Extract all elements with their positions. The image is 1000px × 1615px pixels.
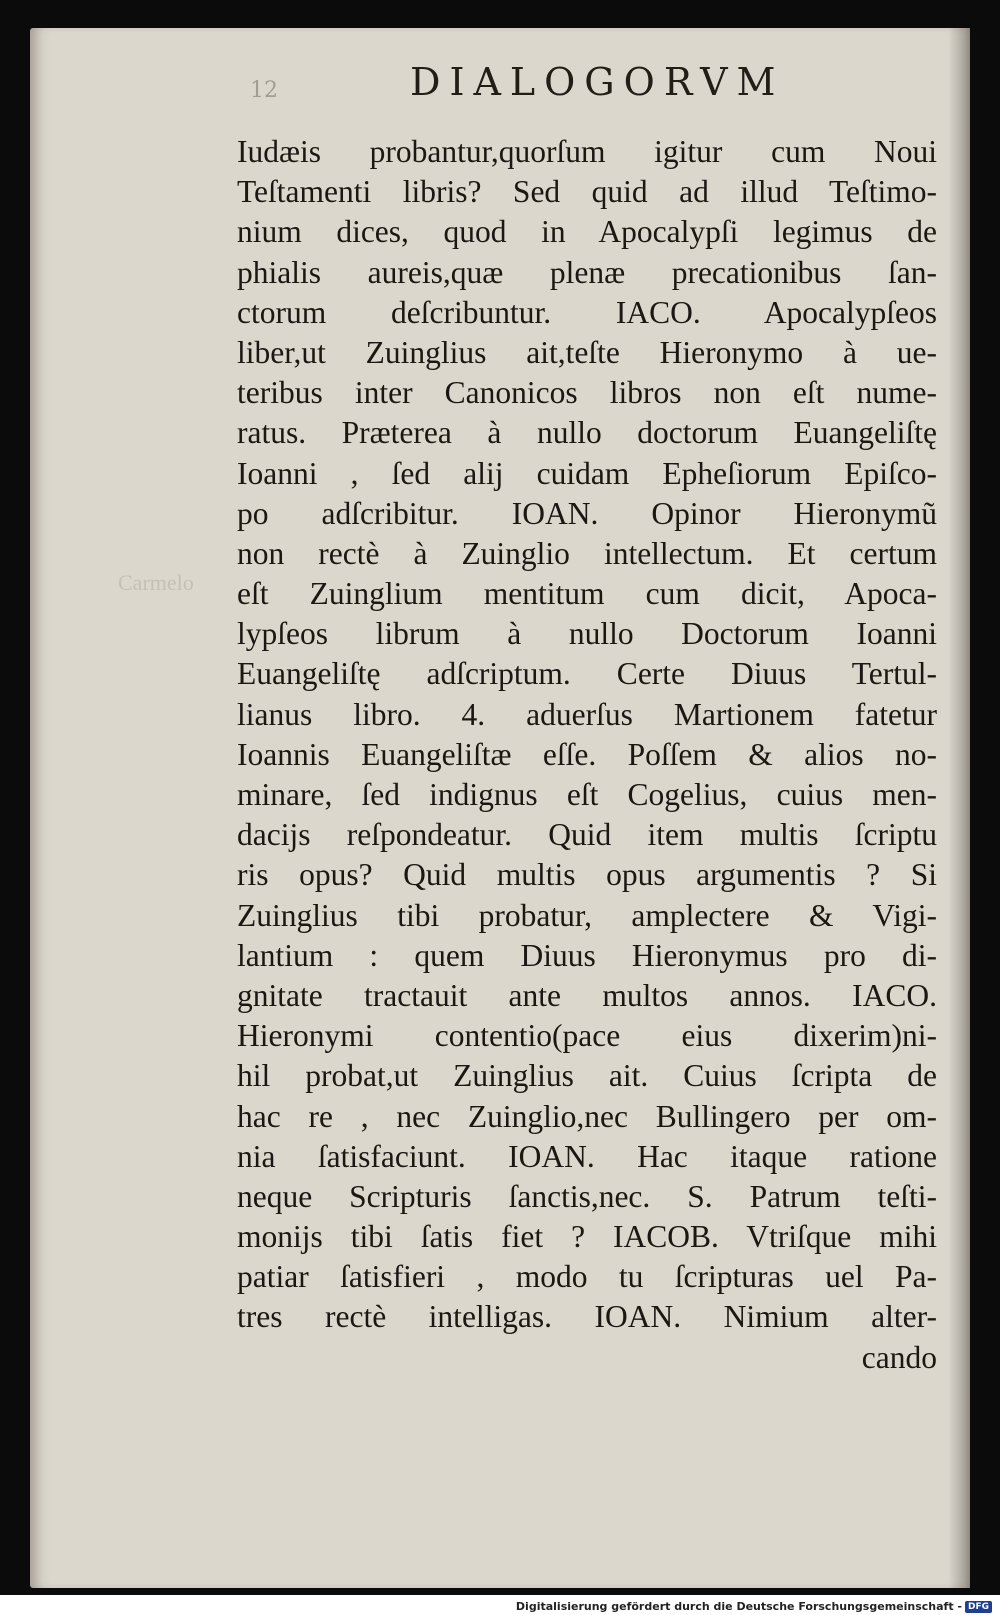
text-line: hil probat,ut Zuinglius ait. Cuius ſcripta de — [237, 1058, 937, 1094]
text-line: Euangeliſtę adſcriptum. Certe Diuus Tertul- — [237, 656, 937, 692]
text-line: Ioannis Euangeliſtæ eſſe. Poſſem & alios no- — [237, 736, 937, 772]
text-line: nia ſatisfaciunt. IOAN. Hac itaque ratione — [237, 1138, 937, 1174]
text-line: liber,ut Zuinglius ait,teſte Hieronymo à ue- — [237, 334, 937, 370]
page-edge-shadow — [948, 28, 970, 1588]
text-line: neque Scripturis ſanctis,nec. S. Patrum teſti- — [237, 1178, 937, 1214]
footer-credit — [516, 1600, 992, 1613]
text-line: nium dices, quod in Apocalypſi legimus de — [237, 214, 937, 250]
text-line: eſt Zuinglium mentitum cum dicit, Apoca- — [237, 576, 937, 612]
text-line: lantium : quem Diuus Hieronymus pro di- — [237, 937, 937, 973]
text-line: ratus. Præterea à nullo doctorum Euangeliſtę — [237, 415, 937, 451]
text-line: Teſtamenti libris? Sed quid ad illud Teſtimo- — [237, 174, 937, 210]
text-line: tres rectè intelligas. IOAN. Nimium alter- — [237, 1299, 937, 1335]
text-line: patiar ſatisfieri , modo tu ſcripturas uel Pa- — [237, 1259, 937, 1295]
text-line: hac re , nec Zuinglio,nec Bullingero per om- — [237, 1098, 937, 1134]
text-line: Iudæis probantur,quorſum igitur cum Noui — [237, 134, 937, 169]
text-line: Zuinglius tibi probatur, amplectere & Vigi- — [237, 897, 937, 933]
text-line: minare, ſed indignus eſt Cogelius, cuius men- — [237, 777, 937, 812]
text-line: po adſcribitur. IOAN. Opinor Hieronymũ — [237, 495, 937, 531]
text-line: teribus inter Canonicos libros non eſt nume- — [237, 375, 937, 411]
catchword: cando — [861, 1339, 937, 1375]
text-line: lypſeos librum à nullo Doctorum Ioanni — [237, 616, 937, 652]
text-line: gnitate tractauit ante multos annos. IACO. — [237, 977, 937, 1013]
text-line: monijs tibi ſatis fiet ? IACOB. Vtriſque mihi — [237, 1219, 937, 1255]
footer-text: Digitalisierung gefördert durch die Deutsche Forschungsgemeinschaft - — [515, 1600, 962, 1613]
text-line: ris opus? Quid multis opus argumentis ? Si — [237, 857, 937, 893]
bleed-through-text: Carmelo — [118, 570, 194, 595]
dfg-logo: DFG — [965, 1601, 992, 1613]
text-line: non rectè à Zuinglio intellectum. Et certum — [237, 535, 937, 571]
folio-mark: 12 — [250, 78, 278, 103]
text-line: Ioanni , ſed alij cuidam Epheſiorum Epiſco- — [237, 455, 937, 491]
text-line: dacijs reſpondeatur. Quid item multis ſcriptu — [237, 817, 937, 853]
text-line: Hieronymi contentio(pace eius dixerim)ni- — [237, 1018, 937, 1054]
running-head: DIALOGORVM — [410, 60, 785, 104]
text-line: phialis aureis,quæ plenæ precationibus ſan- — [237, 254, 937, 290]
text-line: lianus libro. 4. aduerſus Martionem fatetur — [237, 696, 937, 732]
text-line: ctorum deſcribuntur. IACO. Apocalypſeos — [237, 294, 937, 330]
body-text — [237, 132, 937, 1378]
